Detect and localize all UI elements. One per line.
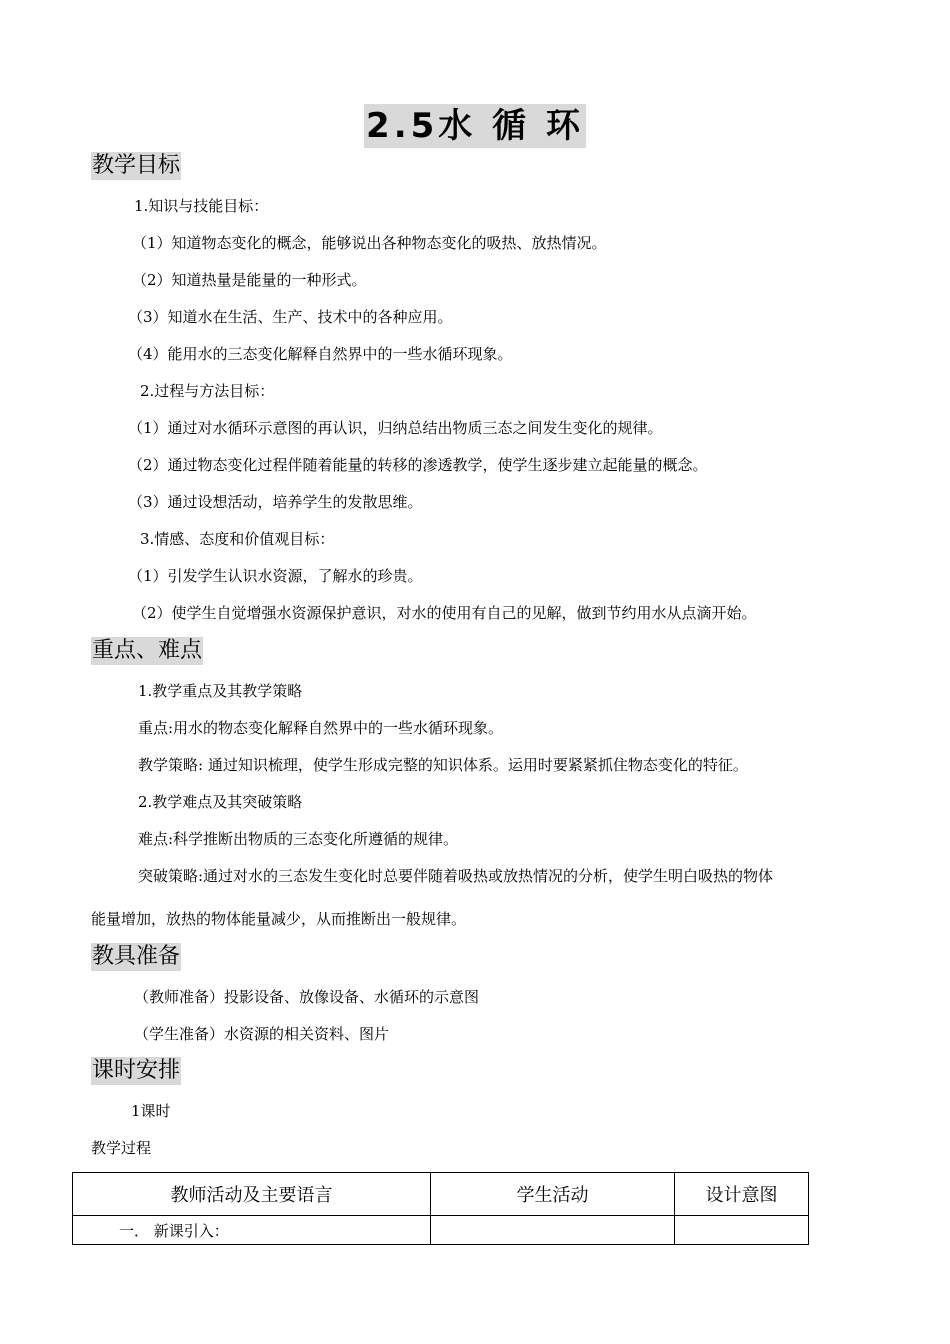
schedule-line: 教学过程	[91, 1139, 152, 1157]
keypoint-line: 教学策略: 通过知识梳理，使学生形成完整的知识体系。运用时要紧紧抓住物态变化的特征。	[138, 756, 748, 774]
schedule-line: 1课时	[131, 1102, 171, 1120]
teaching-process-table	[72, 1172, 809, 1245]
table-row	[73, 1216, 809, 1245]
table-cell	[431, 1216, 675, 1245]
table-header-intent: 设计意图	[675, 1173, 809, 1216]
table-cell	[675, 1216, 809, 1245]
goal-line: 2.过程与方法目标：	[140, 382, 275, 400]
goal-line: （1）通过对水循环示意图的再认识，归纳总结出物质三态之间发生变化的规律。	[128, 419, 663, 437]
keypoint-line: 2.教学难点及其突破策略	[138, 793, 303, 811]
page-title: 2.5水 循 环	[366, 106, 584, 146]
goal-line: （3）知道水在生活、生产、技术中的各种应用。	[128, 308, 453, 326]
table-cell: 一． 新课引入：	[73, 1216, 431, 1245]
goal-line: （2）知道热量是能量的一种形式。	[132, 271, 367, 289]
table-header-row	[73, 1173, 809, 1216]
section-heading-materials: 教具准备	[92, 944, 181, 969]
table-header-student: 学生活动	[431, 1173, 675, 1216]
section-heading-keypoints: 重点、难点	[92, 638, 203, 663]
material-line: （教师准备）投影设备、放像设备、水循环的示意图	[134, 988, 480, 1006]
table-header-teacher: 教师活动及主要语言	[73, 1173, 431, 1216]
goal-line: （1）知道物态变化的概念，能够说出各种物态变化的吸热、放热情况。	[132, 234, 607, 252]
section-heading-goals: 教学目标	[92, 153, 181, 178]
keypoint-line: 难点:科学推断出物质的三态变化所遵循的规律。	[138, 830, 459, 848]
goal-line: （2）通过物态变化过程伴随着能量的转移的渗透教学，使学生逐步建立起能量的概念。	[128, 456, 708, 474]
goal-line: 1.知识与技能目标：	[134, 197, 269, 215]
goal-line: （1）引发学生认识水资源，了解水的珍贵。	[128, 567, 423, 585]
material-line: （学生准备）水资源的相关资料、图片	[134, 1025, 390, 1043]
keypoint-line: 重点:用水的物态变化解释自然界中的一些水循环现象。	[138, 719, 504, 737]
section-heading-schedule: 课时安排	[92, 1058, 181, 1083]
goal-line: （2）使学生自觉增强水资源保护意识，对水的使用有自己的见解，做到节约用水从点滴开始。	[132, 604, 757, 622]
goal-line: （3）通过设想活动，培养学生的发散思维。	[128, 493, 423, 511]
keypoint-line: 突破策略:通过对水的三态发生变化时总要伴随着吸热或放热情况的分析，使学生明白吸热的物体	[138, 867, 774, 885]
keypoint-line: 能量增加，放热的物体能量减少，从而推断出一般规律。	[91, 910, 467, 928]
goal-line: （4）能用水的三态变化解释自然界中的一些水循环现象。	[128, 345, 513, 363]
goal-line: 3.情感、态度和价值观目标：	[140, 530, 335, 548]
keypoint-line: 1.教学重点及其教学策略	[138, 682, 303, 700]
